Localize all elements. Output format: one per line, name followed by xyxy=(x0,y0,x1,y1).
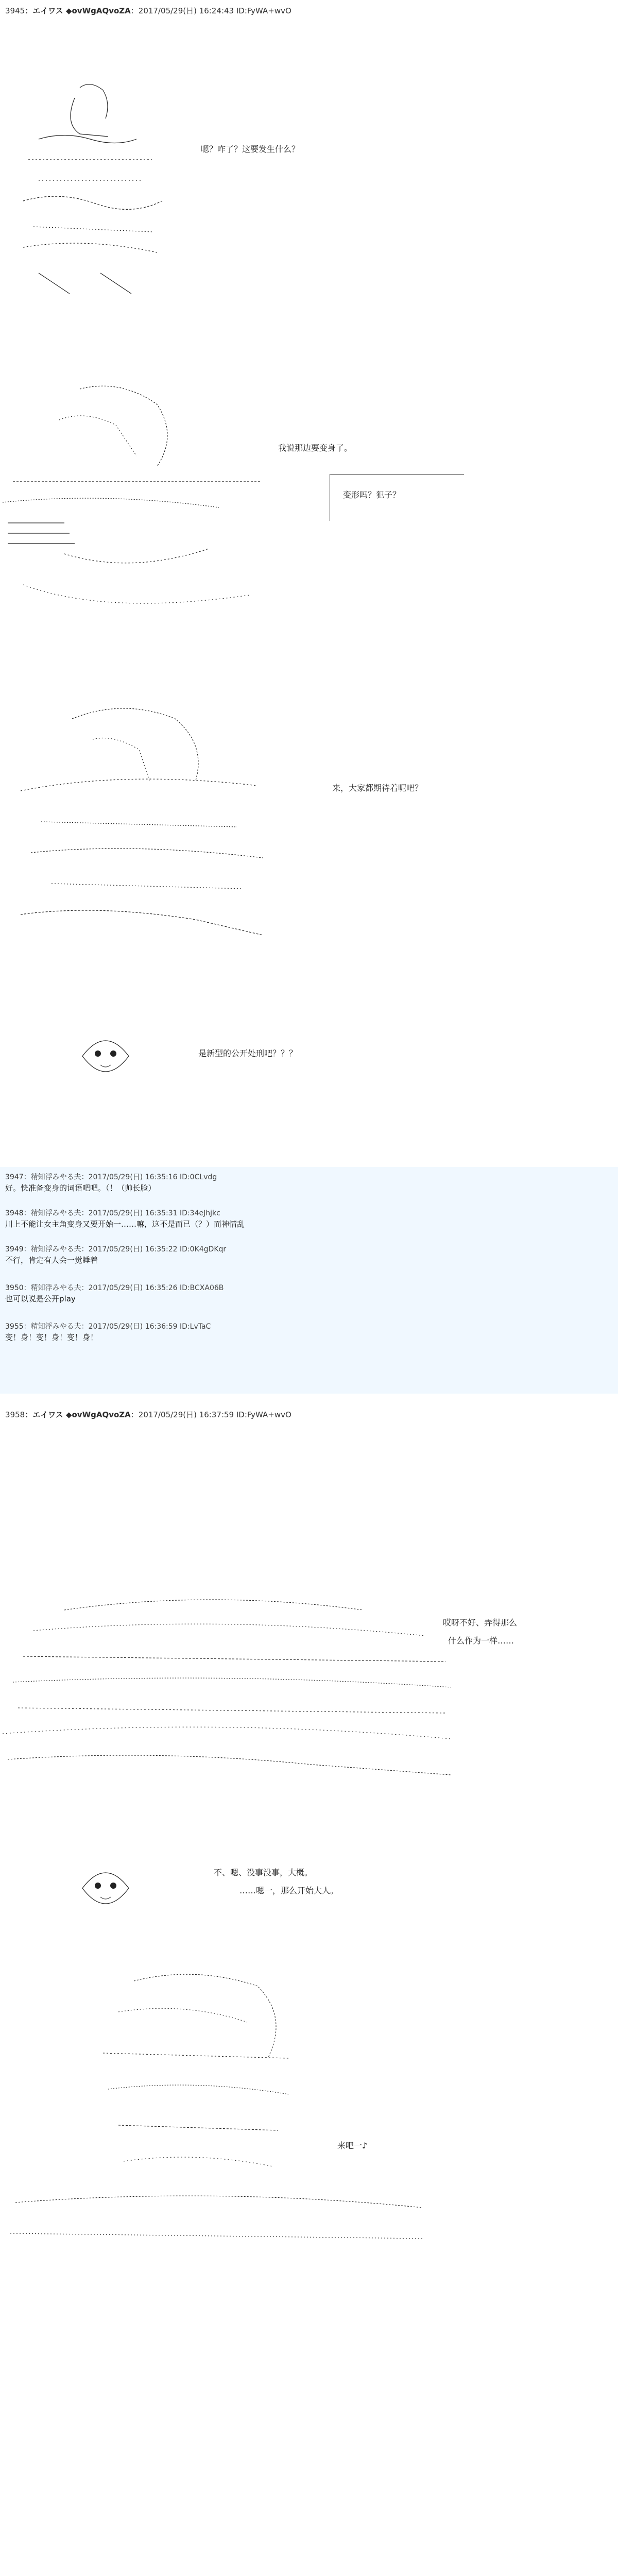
reply-body: 变！身！变！身！变！身！ xyxy=(5,1333,98,1342)
speech-line: 嗯？咋了？这要发生什么？ xyxy=(201,144,300,154)
speech-line: 我说那边要变身了。 xyxy=(278,443,353,453)
reply-body: 好。快准备变身的词语吧吧。（！（帅长脸） xyxy=(5,1183,156,1193)
reply-meta: ：精知浮みやる夫：2017/05/29(日) 16:35:31 ID:34eJhjkc xyxy=(23,1209,220,1217)
reply-meta: ：精知浮みやる夫：2017/05/29(日) 16:36:59 ID:LvTaC xyxy=(23,1323,211,1331)
speech-line: 什么作为一样…… xyxy=(448,1636,514,1646)
reply-number[interactable]: 3955 xyxy=(5,1323,24,1331)
reply-3950 xyxy=(5,1283,613,1304)
ascii-art-figure-3 xyxy=(21,698,288,945)
speech-line: 不、嗯、没事没事，大概。 xyxy=(214,1868,313,1877)
reply-meta: ：精知浮みやる夫：2017/05/29(日) 16:35:16 ID:0CLvdg xyxy=(23,1173,217,1181)
reply-3949 xyxy=(5,1244,613,1266)
speech-line: 变形吗？犯子？ xyxy=(343,490,401,500)
post-header xyxy=(5,1409,291,1420)
reply-meta: ：精知浮みやる夫：2017/05/29(日) 16:35:26 ID:BCXA06B xyxy=(23,1284,224,1292)
post-date: ：2017/05/29(日) 16:37:59 ID:FyWA+wvO xyxy=(130,1410,291,1419)
reply-band-1 xyxy=(0,1167,618,1394)
poster-name: ：エイワス ◆ovWgAQvoZA xyxy=(25,1410,131,1419)
speech-line: 来，大家都期待着呢吧？ xyxy=(332,783,423,793)
ascii-art-figure-2 xyxy=(3,379,270,636)
reply-number[interactable]: 3947 xyxy=(5,1173,24,1181)
reply-number[interactable]: 3950 xyxy=(5,1284,24,1292)
reply-body: 川上不能让女主角变身又要开始一……嘛，这不是而已（？）而神情乱 xyxy=(5,1219,245,1229)
reply-3947 xyxy=(5,1172,613,1194)
ascii-art-figure-1 xyxy=(8,77,178,304)
post-number[interactable]: 3945 xyxy=(5,6,25,15)
post-3945 xyxy=(0,0,618,1123)
speech-bubble-box xyxy=(330,474,464,521)
poster-name: ：エイワス ◆ovWgAQvoZA xyxy=(25,6,131,15)
post-number[interactable]: 3958 xyxy=(5,1410,25,1419)
ascii-art-face xyxy=(72,1860,139,1917)
reply-3948 xyxy=(5,1208,613,1230)
speech-line: 哎呀不好、弄得那么 xyxy=(443,1618,518,1628)
reply-meta: ：精知浮みやる夫：2017/05/29(日) 16:35:22 ID:0K4gDKqr xyxy=(23,1245,227,1253)
reply-number[interactable]: 3949 xyxy=(5,1245,24,1253)
ascii-art-face xyxy=(72,1028,139,1084)
speech-line: 来吧一♪ xyxy=(337,2141,368,2150)
reply-number[interactable]: 3948 xyxy=(5,1209,24,1217)
post-3958 xyxy=(0,1404,618,2576)
reply-body: 也可以说是公开play xyxy=(5,1294,76,1303)
reply-body: 不行，肯定有人会一觉睡着 xyxy=(5,1256,98,1265)
speech-line: 是新型的公开处刑吧？？？ xyxy=(198,1048,298,1058)
post-date: ：2017/05/29(日) 16:24:43 ID:FyWA+wvO xyxy=(130,6,291,15)
speech-line: ……嗯一，那么开始大人。 xyxy=(239,1886,339,1895)
post-header xyxy=(5,5,291,16)
reply-3955 xyxy=(5,1321,613,1343)
ascii-art-figure-4 xyxy=(3,1589,456,1785)
ascii-art-figure-5 xyxy=(0,1965,433,2254)
